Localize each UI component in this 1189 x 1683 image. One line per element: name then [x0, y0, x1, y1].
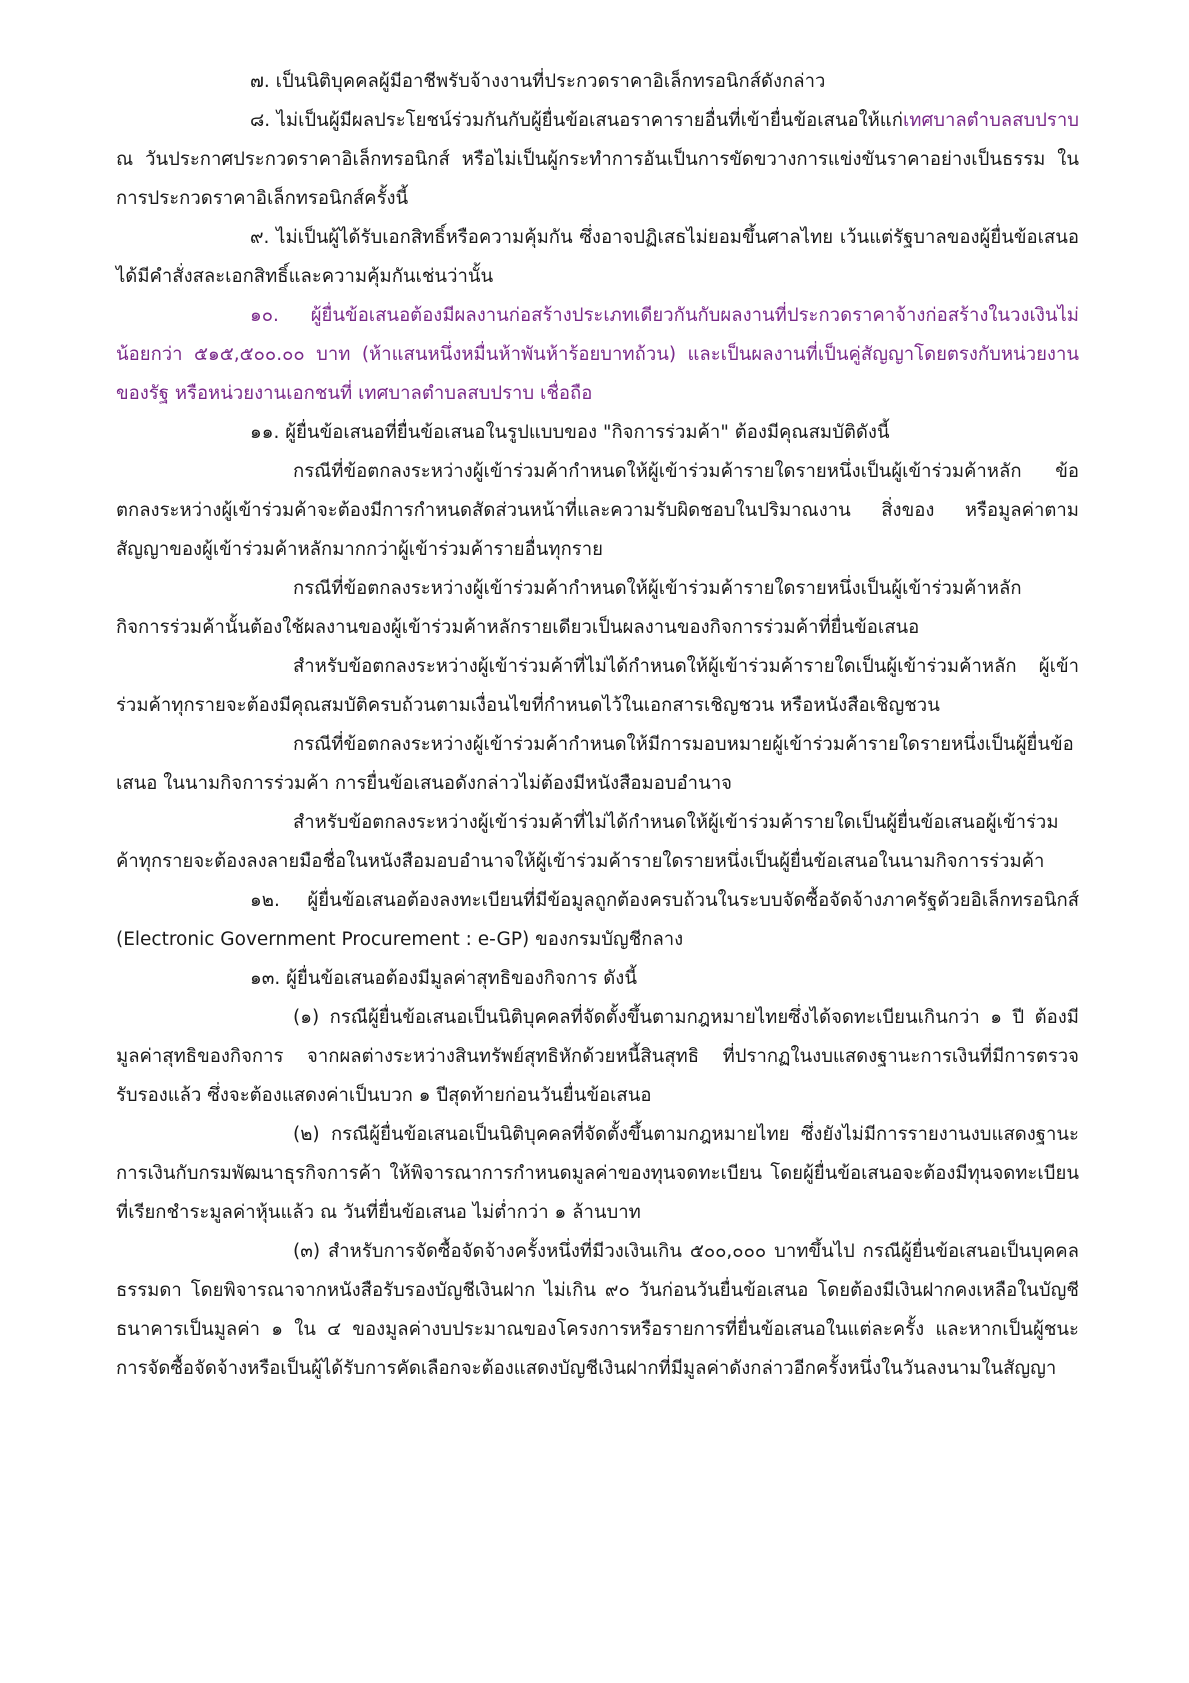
document-paragraph: [116, 569, 1079, 647]
paragraph-text: กรณีที่ข้อตกลงระหว่างผู้เข้าร่วมค้ากำหนดให้มีการมอบหมายผู้เข้าร่วมค้ารายใดรายหนึ่งเป็นผู้ยื่นข้อเสนอ ในนามกิจการร่วมค้า การยื่นข้อเสนอดังกล่าวไม่ต้องมีหนังสือมอบอำนาจ: [116, 734, 1074, 794]
document-paragraph: [116, 1115, 1079, 1232]
paragraph-text: กรณีที่ข้อตกลงระหว่างผู้เข้าร่วมค้ากำหนดให้ผู้เข้าร่วมค้ารายใดรายหนึ่งเป็นผู้เข้าร่วมค้าหลัก กิจการร่วมค้านั้นต้องใช้ผลงานของผู้เข้าร่วมค้าหลักรายเดียวเป็นผลงานของกิจการร่วมค้าที่ยื่นข้อเสนอ: [116, 578, 1022, 638]
paragraph-text: ณ วันประกาศประกวดราคาอิเล็กทรอนิกส์ หรือไม่เป็นผู้กระทำการอันเป็นการขัดขวางการแข่งขันราคาอย่างเป็นธรรม ในการประกวดราคาอิเล็กทรอนิกส์ครั้งนี้: [116, 149, 1079, 209]
document-paragraph: [116, 218, 1079, 296]
paragraph-text: กรณีที่ข้อตกลงระหว่างผู้เข้าร่วมค้ากำหนดให้ผู้เข้าร่วมค้ารายใดรายหนึ่งเป็นผู้เข้าร่วมค้าหลัก ข้อตกลงระหว่างผู้เข้าร่วมค้าจะต้องมีการกำหนดสัดส่วนหน้าที่และความรับผิดชอบในปริมาณงาน สิ่งของ หรือมูลค่าตามสัญญาของผู้เข้าร่วมค้าหลักมากกว่าผู้เข้าร่วมค้ารายอื่นทุกราย: [116, 461, 1079, 560]
document-paragraph: [116, 62, 1079, 101]
paragraph-text: (๑) กรณีผู้ยื่นข้อเสนอเป็นนิติบุคคลที่จัดตั้งขึ้นตามกฎหมายไทยซึ่งได้จดทะเบียนเกินกว่า ๑ ปี ต้องมีมูลค่าสุทธิของกิจการ จากผลต่างระหว่างสินทรัพย์สุทธิหักด้วยหนี้สินสุทธิ ที่ปรากฏในงบแสดงฐานะการเงินที่มีการตรวจรับรองแล้ว ซึ่งจะต้องแสดงค่าเป็นบวก ๑ ปีสุดท้ายก่อนวันยื่นข้อเสนอ: [116, 1007, 1079, 1106]
paragraph-text: ๗. เป็นนิติบุคคลผู้มีอาชีพรับจ้างงานที่ประกวดราคาอิเล็กทรอนิกส์ดังกล่าว: [250, 71, 826, 92]
document-paragraph: [116, 413, 1079, 452]
paragraph-text: ๘. ไม่เป็นผู้มีผลประโยชน์ร่วมกันกับผู้ยื่นข้อเสนอราคารายอื่นที่เข้ายื่นข้อเสนอให้แก่: [250, 110, 903, 131]
document-paragraph: [116, 803, 1079, 881]
paragraph-text: ๙. ไม่เป็นผู้ได้รับเอกสิทธิ์หรือความคุ้มกัน ซึ่งอาจปฏิเสธไม่ยอมขึ้นศาลไทย เว้นแต่รัฐบาลของผู้ยื่นข้อเสนอได้มีคำสั่งสละเอกสิทธิ์และความคุ้มกันเช่นว่านั้น: [116, 227, 1079, 287]
document-paragraph: [116, 881, 1079, 959]
paragraph-text: ๑๑. ผู้ยื่นข้อเสนอที่ยื่นข้อเสนอในรูปแบบของ "กิจการร่วมค้า" ต้องมีคุณสมบัติดังนี้: [250, 422, 890, 443]
paragraph-text: สำหรับข้อตกลงระหว่างผู้เข้าร่วมค้าที่ไม่ได้กำหนดให้ผู้เข้าร่วมค้ารายใดเป็นผู้เข้าร่วมค้าหลัก ผู้เข้าร่วมค้าทุกรายจะต้องมีคุณสมบัติครบถ้วนตามเงื่อนไขที่กำหนดไว้ในเอกสารเชิญชวน หรือหนังสือเชิญชวน: [116, 656, 1079, 716]
highlighted-text: เทศบาลตำบลสบปราบ: [902, 110, 1079, 131]
document-paragraph: [116, 725, 1079, 803]
paragraph-text: (๓) สำหรับการจัดซื้อจัดจ้างครั้งหนึ่งที่มีวงเงินเกิน ๕๐๐,๐๐๐ บาทขึ้นไป กรณีผู้ยื่นข้อเสนอเป็นบุคคลธรรมดา โดยพิจารณาจากหนังสือรับรองบัญชีเงินฝาก ไม่เกิน ๙๐ วันก่อนวันยื่นข้อเสนอ โดยต้องมีเงินฝากคงเหลือในบัญชีธนาคารเป็นมูลค่า ๑ ใน ๔ ของมูลค่างบประมาณของโครงการหรือรายการที่ยื่นข้อเสนอในแต่ละครั้ง และหากเป็นผู้ชนะการจัดซื้อจัดจ้างหรือเป็นผู้ได้รับการคัดเลือกจะต้องแสดงบัญชีเงินฝากที่มีมูลค่าดังกล่าวอีกครั้งหนึ่งในวันลงนามในสัญญา: [116, 1241, 1079, 1379]
document-paragraph: [116, 647, 1079, 725]
paragraph-text: สำหรับข้อตกลงระหว่างผู้เข้าร่วมค้าที่ไม่ได้กำหนดให้ผู้เข้าร่วมค้ารายใดเป็นผู้ยื่นข้อเสนอผู้เข้าร่วมค้าทุกรายจะต้องลงลายมือชื่อในหนังสือมอบอำนาจให้ผู้เข้าร่วมค้ารายใดรายหนึ่งเป็นผู้ยื่นข้อเสนอในนามกิจการร่วมค้า: [116, 812, 1059, 872]
highlighted-text: ๑๐. ผู้ยื่นข้อเสนอต้องมีผลงานก่อสร้างประเภทเดียวกันกับผลงานที่ประกวดราคาจ้างก่อสร้างในวงเงินไม่น้อยกว่า ๕๑๕,๕๐๐.๐๐ บาท (ห้าแสนหนึ่งหมื่นห้าพันห้าร้อยบาทถ้วน) และเป็นผลงานที่เป็นคู่สัญญาโดยตรงกับหน่วยงานของรัฐ หรือหน่วยงานเอกชนที่ เทศบาลตำบลสบปราบ เชื่อถือ: [116, 305, 1079, 404]
document-paragraph: [116, 998, 1079, 1115]
document-paragraph: [116, 101, 1079, 218]
paragraph-text: ๑๓. ผู้ยื่นข้อเสนอต้องมีมูลค่าสุทธิของกิจการ ดังนี้: [250, 968, 637, 989]
document-paragraph: [116, 296, 1079, 413]
document-paragraph: [116, 452, 1079, 569]
document-paragraph: [116, 1232, 1079, 1388]
paragraph-text: ๑๒. ผู้ยื่นข้อเสนอต้องลงทะเบียนที่มีข้อมูลถูกต้องครบถ้วนในระบบจัดซื้อจัดจ้างภาครัฐด้วยอิเล็กทรอนิกส์ (Electronic Government Procurement : e-GP) ของกรมบัญชีกลาง: [116, 890, 1079, 950]
document-body: [116, 62, 1079, 1388]
document-paragraph: [116, 959, 1079, 998]
paragraph-text: (๒) กรณีผู้ยื่นข้อเสนอเป็นนิติบุคคลที่จัดตั้งขึ้นตามกฎหมายไทย ซึ่งยังไม่มีการรายงานงบแสดงฐานะการเงินกับกรมพัฒนาธุรกิจการค้า ให้พิจารณาการกำหนดมูลค่าของทุนจดทะเบียน โดยผู้ยื่นข้อเสนอจะต้องมีทุนจดทะเบียนที่เรียกชำระมูลค่าหุ้นแล้ว ณ วันที่ยื่นข้อเสนอ ไม่ต่ำกว่า ๑ ล้านบาท: [116, 1124, 1079, 1223]
